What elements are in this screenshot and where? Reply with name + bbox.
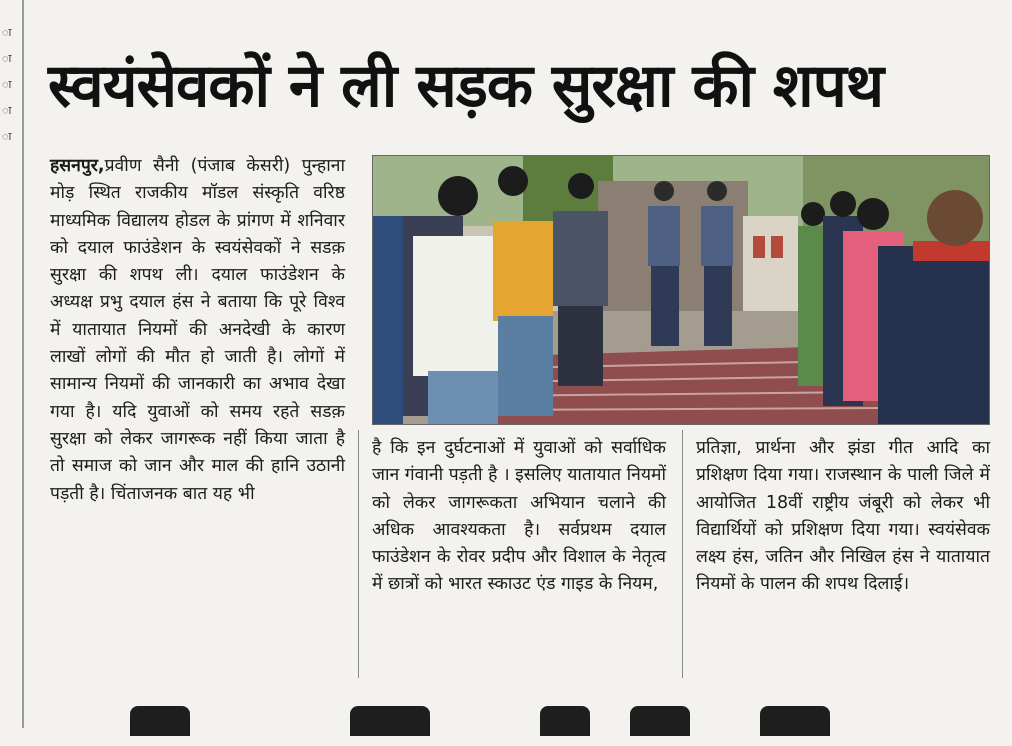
fragment-3: ा bbox=[2, 78, 12, 91]
photo-scene bbox=[373, 156, 989, 424]
column-1-text: प्रवीण सैनी (पंजाब केसरी) पुन्हाना मोड़ स्थित राजकीय मॉडल संस्कृति वरिष्ठ माध्यमिक विद्यालय होडल के प्रांगण में शनिवार को दयाल फाउंडेशन के स्वयंसेवकों ने सडक़ सुरक्षा की शपथ ली। दयाल फाउंडेशन के अध्यक्ष प्रभु दयाल हंस ने बताया कि पूरे विश्व में यातायात नियमों की अनदेखी के कारण लाखों लोगों की मौत हो जाती है। लोगों में सामान्य नियमों की जानकारी का अभाव देखा गया है। यदि युवाओं को समय रहते सडक़ सुरक्षा को लेकर जागरूक नहीं किया जाता है तो समाज को जान और माल की हानि उठानी पड़ती है। चिंताजनक बात यह भी bbox=[50, 156, 345, 504]
left-column-fragment bbox=[2, 20, 16, 150]
headline-fragment-3 bbox=[540, 706, 590, 736]
article-dateline: हसनपुर, bbox=[50, 156, 105, 176]
article-column-1 bbox=[50, 153, 345, 508]
left-column-rule bbox=[22, 0, 24, 728]
headline-fragment-2 bbox=[350, 706, 430, 736]
fragment-1: ा bbox=[2, 26, 12, 39]
fragment-5: ा bbox=[2, 130, 12, 143]
headline-fragment-5 bbox=[760, 706, 830, 736]
fragment-4: ा bbox=[2, 104, 12, 117]
article-column-2: है कि इन दुर्घटनाओं में युवाओं को सर्वाधिक जान गंवानी पड़ती है । इसलिए यातायात नियमों को लेकर जागरूकता अभियान चलाने की अधिक आवश्यकता है। सर्वप्रथम दयाल फाउंडेशन के रोवर प्रदीप और विशाल के नेतृत्व में छात्रों को भारत स्काउट एंड गाइड के नियम, bbox=[372, 438, 667, 595]
column-divider-2 bbox=[682, 430, 683, 678]
news-photo bbox=[372, 155, 990, 425]
headline-fragment-4 bbox=[630, 706, 690, 736]
next-article-headline-fragment bbox=[120, 706, 1012, 746]
headline-fragment-1 bbox=[130, 706, 190, 736]
article-column-3: प्रतिज्ञा, प्रार्थना और झंडा गीत आदि का प्रशिक्षण दिया गया। राजस्थान के पाली जिले में आयोजित 18वीं राष्ट्रीय जंबूरी को लेकर भी विद्यार्थियों को प्रशिक्षण दिया गया। स्वयंसेवक लक्ष्य हंस, जतिन और निखिल हंस ने यातायात नियमों के पालन की शपथ दिलाई। bbox=[696, 438, 990, 595]
fragment-2: ा bbox=[2, 52, 12, 65]
column-divider-1 bbox=[358, 430, 359, 678]
article-headline: स्वयंसेवकों ने ली सड़क सुरक्षा की शपथ bbox=[48, 51, 884, 121]
